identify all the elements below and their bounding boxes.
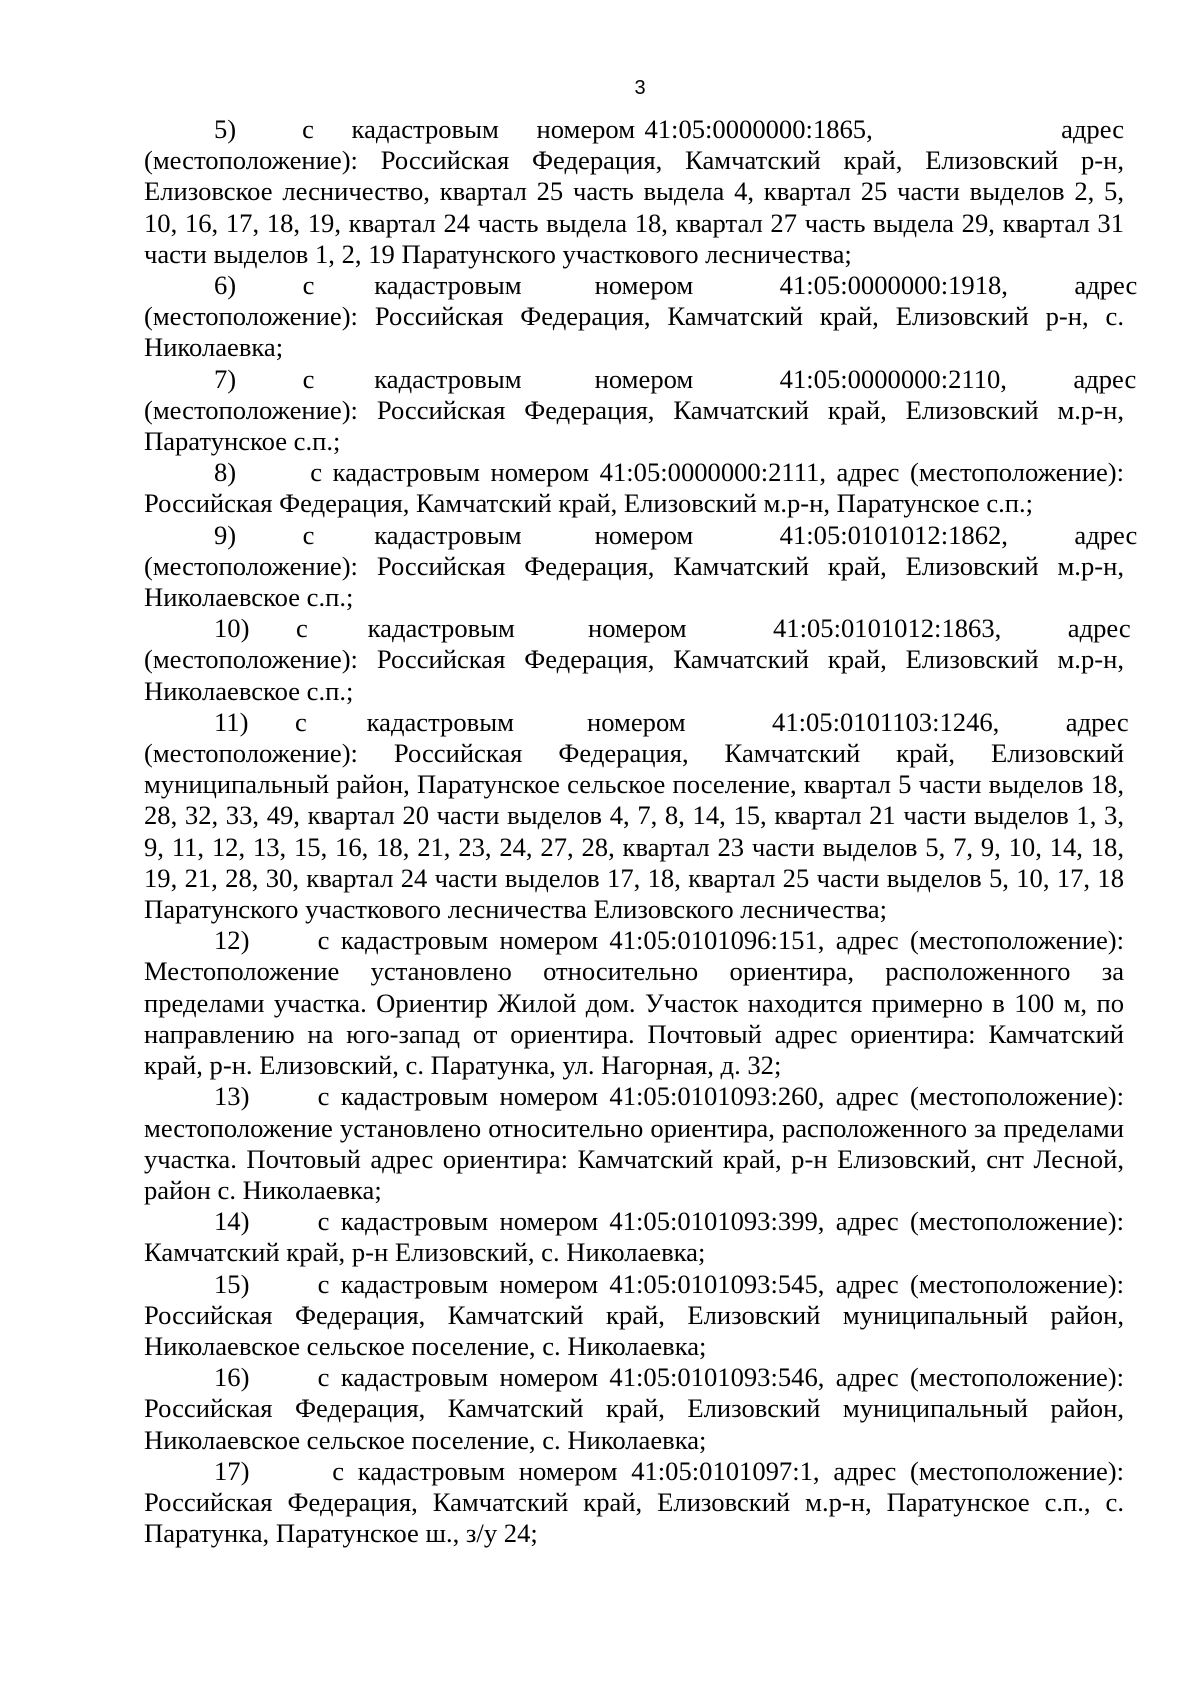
item-line: (местоположение): Российская Федерация, Камчатский край, Елизовский м.р-н, Паратунское с.п.; bbox=[144, 394, 1124, 457]
item-line: (местоположение): Российская Федерация, Камчатский край, Елизовский м.р-н, Николаевское с.п.; bbox=[144, 550, 1124, 613]
item-text: 13) с кадастровым номером 41:05:0101093:260, адрес (местоположение): местоположение установлено относительно ориентира, расположенного за пределами участка. Почтовый адрес ориентира: Камчатский край, р-н Елизовский, снт Лесной, район с. Николаевка; bbox=[144, 1081, 1124, 1205]
list-item bbox=[144, 363, 1137, 458]
item-text: 12) с кадастровым номером 41:05:0101096:151, адрес (местоположение): Местоположение установлено относительно ориентира, расположенного за пределами участка. Ориентир Жилой дом. Участок находится примерно в 100 м, по направлению на юго-запад от ориентира. Почтовый адрес ориентира: Камчатский край, р-н. Елизовский, с. Паратунка, ул. Нагорная, д. 32; bbox=[144, 925, 1124, 1081]
item-line: (местоположение): Российская Федерация, Камчатский край, Елизовский муниципальный район, Паратунское сельское поселение, квартал 5 части выделов 18, 28, 32, 33, 49, квартал 20 части выделов 4, 7, 8, 14, 15, квартал 21 части выделов 1, 3, 9, 11, 12, 13, 15, 16, 18, 21, 23, 24, 27, 28, квартал 23 части выделов 5, 7, 9, 10, 14, 18, 19, 21, 28, 30, квартал 24 части выделов 17, 18, квартал 25 части выделов 5, 10, 17, 18 Паратунского участкового лесничества Елизовского лесничества; bbox=[144, 738, 1124, 925]
item-line: (местоположение): Российская Федерация, Камчатский край, Елизовский р-н, Елизовское лесничество, квартал 25 часть выдела 4, квартал 25 части выделов 2, 5, 10, 16, 17, 18, 19, квартал 24 часть выдела 18, квартал 27 часть выдела 29, квартал 31 части выделов 1, 2, 19 Паратунского участкового лесничества; bbox=[144, 145, 1124, 269]
list-item bbox=[144, 1362, 1124, 1456]
list-item bbox=[144, 1081, 1124, 1206]
list-item bbox=[144, 1456, 1124, 1550]
item-text: 17) с кадастровым номером 41:05:0101097:1, адрес (местоположение): Российская Федерация, Камчатский край, Елизовский м.р-н, Паратунское с.п., с. Паратунка, Паратунское ш., з/у 24; bbox=[144, 1455, 1124, 1549]
item-line: (местоположение): Российская Федерация, Камчатский край, Елизовский м.р-н, Николаевское с.п.; bbox=[144, 644, 1124, 706]
item-line: 8) с кадастровым номером 41:05:0000000:2111, адрес (местоположение): bbox=[214, 457, 1124, 488]
list-item bbox=[144, 706, 1129, 925]
item-text: 14) с кадастровым номером 41:05:0101093:399, адрес (местоположение): Камчатский край, р-н Елизовский, с. Николаевка; bbox=[144, 1206, 1124, 1268]
item-text: 15) с кадастровым номером 41:05:0101093:545, адрес (местоположение): Российская Федерация, Камчатский край, Елизовский муниципальный район, Николаевское сельское поселение, с. Николаевка; bbox=[144, 1268, 1124, 1361]
page-number: 3 bbox=[634, 77, 646, 99]
list-item bbox=[144, 613, 1131, 707]
item-line: (местоположение): Российская Федерация, Камчатский край, Елизовский р-н, с. Николаевка; bbox=[144, 301, 1124, 363]
list-item bbox=[144, 457, 1124, 519]
list-item bbox=[144, 925, 1124, 1081]
list-item bbox=[144, 114, 1124, 270]
list-item bbox=[144, 1269, 1124, 1363]
list-item bbox=[144, 1206, 1124, 1268]
list-item bbox=[144, 270, 1138, 364]
item-line: 9) с кадастровым номером 41:05:0101012:1862, адрес bbox=[214, 519, 1138, 550]
document-body bbox=[144, 114, 1138, 1549]
item-line: 11) с кадастровым номером 41:05:0101103:1246, адрес bbox=[214, 706, 1129, 737]
item-line: 5) с кадастровым номером 41:05:0000000:1865, адрес bbox=[214, 114, 1124, 144]
list-item bbox=[144, 519, 1138, 614]
item-line: 7) с кадастровым номером 41:05:0000000:2110, адрес bbox=[214, 363, 1137, 394]
item-line: 6) с кадастровым номером 41:05:0000000:1918, адрес bbox=[214, 270, 1138, 301]
item-line: Российская Федерация, Камчатский край, Елизовский м.р-н, Паратунское с.п.; bbox=[144, 488, 1034, 519]
item-text: 16) с кадастровым номером 41:05:0101093:546, адрес (местоположение): Российская Федерация, Камчатский край, Елизовский муниципальный район, Николаевское сельское поселение, с. Николаевка; bbox=[144, 1362, 1124, 1455]
item-line: 10) с кадастровым номером 41:05:0101012:1863, адрес bbox=[214, 613, 1131, 644]
